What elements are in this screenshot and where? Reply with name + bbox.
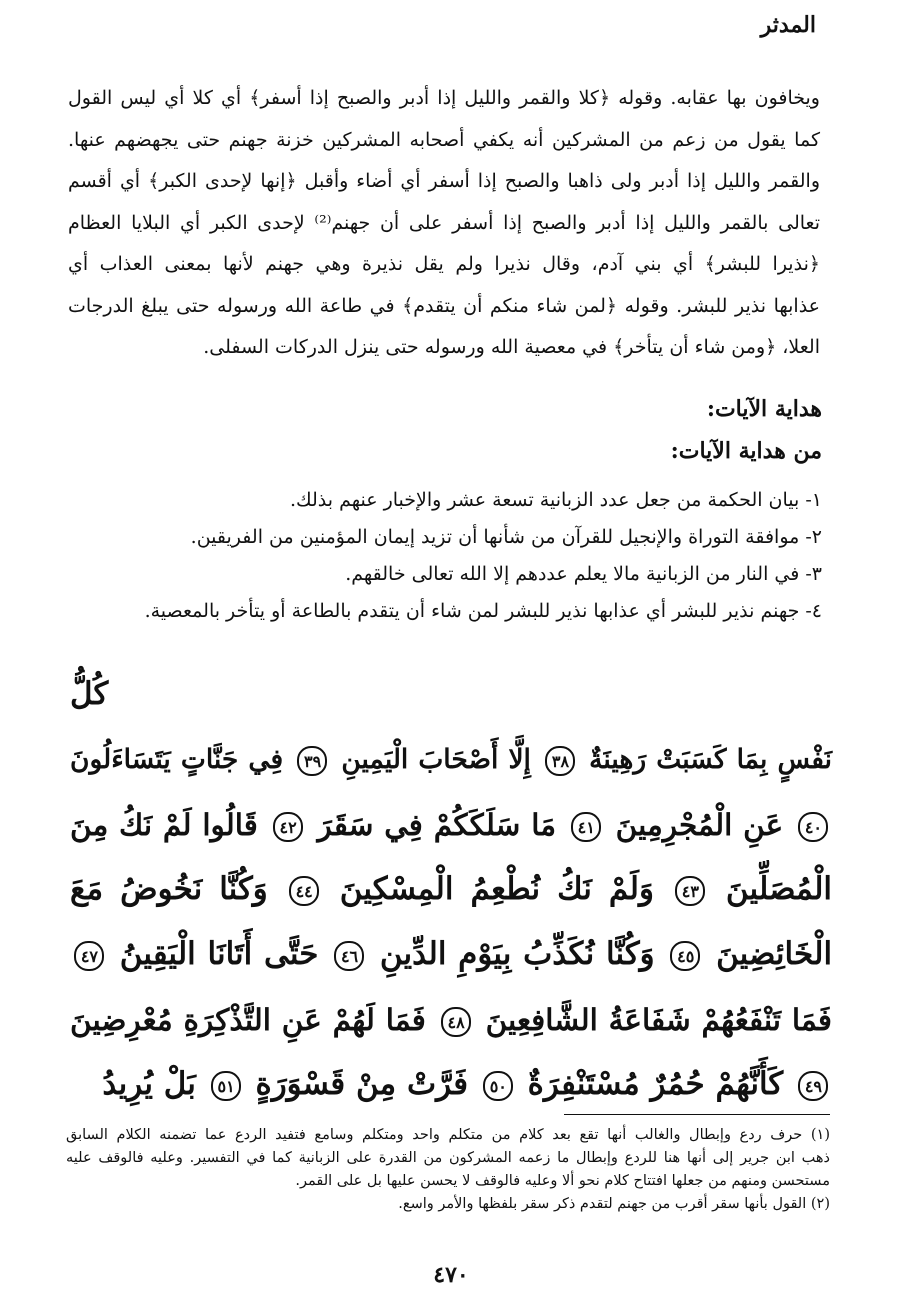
- benefit-item: ١- بيان الحكمة من جعل عدد الزبانية تسعة عشر والإخبار عنهم بذلك.: [289, 489, 822, 511]
- footnotes: [66, 1124, 830, 1216]
- footnote-line: (١) حرف ردع وإبطال والغالب أنها تقع بعد كلام من متكلم واحد ومتكلم وسامع فتفيد الردع عما تضمنه الكلام السابق: [66, 1127, 830, 1143]
- verse-line: [70, 1052, 832, 1117]
- verse-text: إِلَّا أَصْحَابَ الْيَمِينِ: [341, 744, 531, 775]
- footnote-line: مستحسن ومنهم من جعلها افتتاح كلام نحو ألا وعليه فالوقف لا يحسن عليها بل على القمر.: [295, 1173, 830, 1189]
- verse-text: كَأَنَّهُمْ حُمُرٌ مُسْتَنْفِرَةٌ: [527, 1066, 784, 1102]
- tafsir-line: كما يقول من زعم من المشركين أنه يكفي أصحابه المشركين خزنة جهنم حتى يجهضهم عنها.: [68, 128, 820, 151]
- benefit-item: ٢- موافقة التوراة والإنجيل للقرآن من شأنها أن تزيد إيمان المؤمنين من الفريقين.: [190, 526, 822, 548]
- verse-number-marker: ٤٧: [74, 941, 104, 971]
- tafsir-line: العلا، ﴿ومن شاء أن يتأخر﴾ في معصية الله ورسوله حتى ينزل الدركات السفلى.: [203, 336, 820, 358]
- verse-number-marker: ٤٩: [798, 1071, 828, 1101]
- tafsir-line: والقمر والليل إذا أدبر ولى ذاهبا والصبح إذا أسفر أي أضاء وأقبل ﴿إنها لإحدى الكبر﴾ أي أقسم: [68, 170, 820, 192]
- verse-number-marker: ٤١: [571, 812, 601, 842]
- verse-line: [70, 987, 832, 1052]
- running-header-surah-name: المدثر: [760, 12, 816, 38]
- verse-text: فَرَّتْ مِنْ قَسْوَرَةٍ: [255, 1066, 469, 1102]
- tafsir-line: ويخافون بها عقابه. وقوله ﴿كلا والقمر والليل إذا أدبر والصبح إذا أسفر﴾ أي كلا أي ليس القول: [68, 87, 820, 109]
- footnote-line: (٢) القول بأنها سقر أقرب من جهنم لتقدم ذكر سقر بلفظها والأمر واسع.: [398, 1196, 830, 1212]
- verse-line: [70, 922, 832, 987]
- section-heading: هداية الآيات:: [706, 396, 822, 422]
- verse-text: بَلْ يُرِيدُ: [102, 1066, 196, 1102]
- quran-verses-block: [70, 662, 832, 1117]
- verse-number-marker: ٥٠: [483, 1071, 513, 1101]
- verse-number-marker: ٤٨: [441, 1007, 471, 1037]
- tafsir-line: عذابها نذير للبشر. وقوله ﴿لمن شاء منكم أن يتقدم﴾ في طاعة الله ورسوله حتى يبلغ الدرجات: [68, 294, 820, 317]
- verse-number-marker: ٤٣: [675, 876, 705, 906]
- verse-number-marker: ٣٨: [545, 746, 575, 776]
- verse-text: عَنِ الْمُجْرِمِينَ: [615, 807, 784, 842]
- verse-text: قَالُوا لَمْ نَكُ مِنَ: [70, 807, 258, 842]
- footnote-separator-rule: [564, 1114, 830, 1115]
- verse-text: وَلَمْ نَكُ نُطْعِمُ الْمِسْكِينَ: [339, 871, 654, 907]
- verse-text: الْمُصَلِّينَ: [725, 871, 832, 907]
- page-number: ٤٧٠: [433, 1262, 469, 1288]
- verse-text: فَمَا تَنْفَعُهُمْ شَفَاعَةُ الشَّافِعِينَ: [485, 1002, 832, 1037]
- verse-text: فَمَا لَهُمْ عَنِ التَّذْكِرَةِ مُعْرِضِينَ: [70, 1002, 426, 1037]
- verse-number-marker: ٥١: [211, 1071, 241, 1101]
- verse-text: نَفْسٍ بِمَا كَسَبَتْ رَهِينَةٌ: [589, 744, 833, 775]
- section-subheading: من هداية الآيات:: [670, 438, 822, 464]
- verse-number-marker: ٣٩: [297, 746, 327, 776]
- footnote-line: ذهب ابن جرير إلى أنها هنا للردع وإبطال ما زعمه المشركون من القدرة على الزبانية كما في التفسير. وعليه فالوقف عليه: [66, 1150, 830, 1166]
- benefit-item: ٣- في النار من الزبانية مالا يعلم عددهم إلا الله تعالى خالقهم.: [345, 563, 822, 585]
- verse-text: كُلُّ: [70, 676, 109, 712]
- verse-text: وَكُنَّا نُكَذِّبُ بِيَوْمِ الدِّينِ: [379, 936, 655, 972]
- benefit-item: ٤- جهنم نذير للبشر أي عذابها نذير للبشر لمن شاء أن يتقدم بالطاعة أو يتأخر بالمعصية.: [144, 600, 822, 622]
- verse-line: [70, 792, 832, 857]
- verse-text: حَتَّى أَتَانَا الْيَقِينُ: [119, 936, 319, 972]
- benefits-list: [82, 482, 822, 630]
- verse-line: [70, 857, 832, 922]
- tafsir-line: ﴿نذيرا للبشر﴾ أي بني آدم، وقال نذيرا ولم يقل نذيرة وهي جهنم لأنها بمعنى العذاب أي: [68, 253, 820, 275]
- verse-text: وَكُنَّا نَخُوضُ مَعَ: [70, 871, 268, 907]
- verse-number-marker: ٤٦: [334, 941, 364, 971]
- verse-text: الْخَائِضِينَ: [716, 936, 833, 972]
- verse-text: فِي جَنَّاتٍ يَتَسَاءَلُونَ: [70, 744, 284, 775]
- verse-line: [70, 727, 832, 792]
- verse-number-marker: ٤٢: [273, 812, 303, 842]
- verse-number-marker: ٤٥: [670, 941, 700, 971]
- tafsir-line: تعالى بالقمر والليل إذا أدبر والصبح إذا أسفر على أن جهنم⁽²⁾ لإحدى الكبر أي البلايا العظام: [68, 211, 820, 234]
- verse-line: [70, 662, 832, 727]
- tafsir-paragraph: [68, 78, 820, 369]
- verse-text: مَا سَلَكَكُمْ فِي سَقَرَ: [317, 807, 556, 842]
- verse-number-marker: ٤٠: [798, 812, 828, 842]
- verse-number-marker: ٤٤: [289, 876, 319, 906]
